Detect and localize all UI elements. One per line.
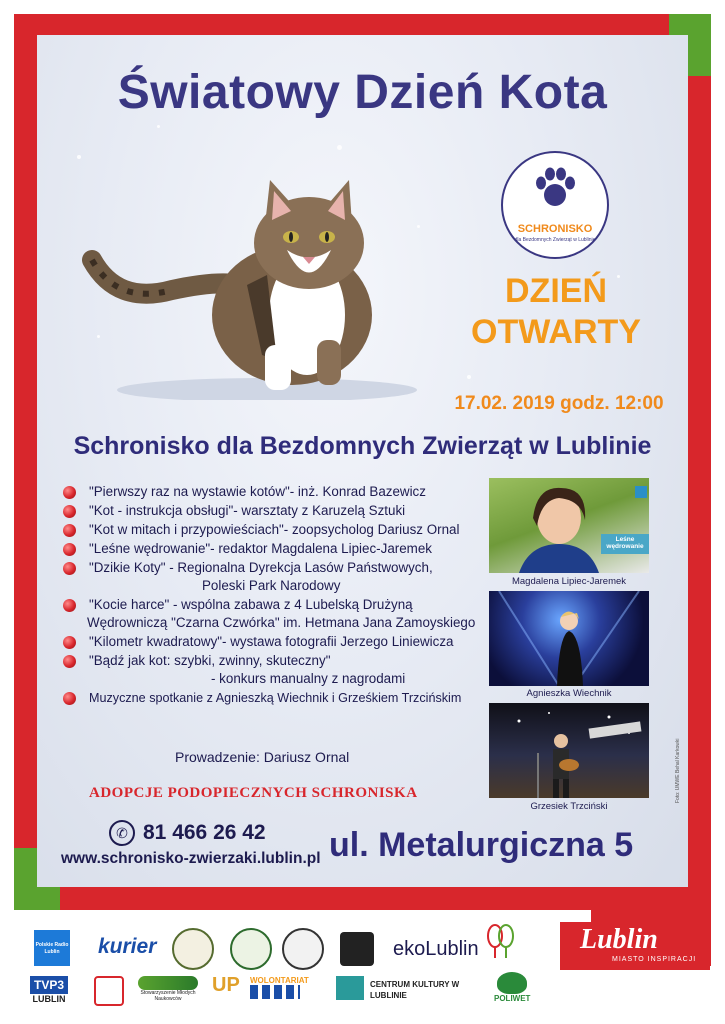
phone-number: 81 466 26 42 xyxy=(143,821,266,844)
wolontariat-logo: WOLONTARIAT xyxy=(250,976,309,999)
list-item: "Kot w mitach i przypowieściach"- zoopsycholog Dariusz Ornal xyxy=(59,521,489,539)
bullet-icon xyxy=(63,599,76,612)
photo-caption: Magdalena Lipiec-Jaremek xyxy=(511,576,627,587)
polskie-radio-logo: Polskie Radio Lublin xyxy=(34,930,70,966)
community-logo-icon xyxy=(94,976,124,1006)
photo-agnieszka xyxy=(489,591,649,686)
list-item: Muzyczne spotkanie z Agnieszką Wiechnik i Grześkiem Trzcińskim xyxy=(59,689,489,707)
ck-icon xyxy=(336,976,364,1000)
cat-image xyxy=(77,165,417,400)
host: Prowadzenie: Dariusz Ornal xyxy=(175,749,350,765)
forest-district-seal-icon xyxy=(230,928,272,970)
website: www.schronisko-zwierzaki.lublin.pl xyxy=(61,850,321,867)
poliwet-logo: POLIWET xyxy=(494,972,530,1003)
adoption-text: ADOPCJE PODOPIECZNYCH SCHRONISKA xyxy=(89,785,418,801)
shelter-logo xyxy=(501,151,609,259)
bullet-icon xyxy=(63,562,76,575)
logo-name: SCHRONISKO xyxy=(517,223,593,235)
photo-caption: Agnieszka Wiechnik xyxy=(526,688,612,699)
photo-grzesiek xyxy=(489,703,649,798)
forest-seal-icon xyxy=(172,928,214,970)
park-seal-icon xyxy=(282,928,324,970)
bullet-icon xyxy=(63,655,76,668)
kurier-logo: kurier xyxy=(98,935,157,958)
tree-icon xyxy=(486,924,514,958)
photo-banner: Leśne wędrowanie xyxy=(606,536,644,550)
list-item: "Kocie harce" - wspólna zabawa z 4 Lubelską Drużyną Wędrowniczą "Czarna Czwórka" im. Hetmana Jana Zamoyskiego xyxy=(59,596,489,632)
bullet-icon xyxy=(63,486,76,499)
centrum-kultury-logo: CENTRUM KULTURY W LUBLINIE xyxy=(370,980,460,1000)
address: ul. Metalurgiczna 5 xyxy=(329,826,634,864)
open-day-line1: DZIEŃ xyxy=(505,272,607,310)
event-date: 17.02. 2019 godz. 12:00 xyxy=(454,393,664,414)
open-day-line2: OTWARTY xyxy=(471,313,641,351)
bullet-icon xyxy=(63,692,76,705)
tvp3-logo: TVP3 LUBLIN xyxy=(30,976,68,1004)
bullet-icon xyxy=(63,543,76,556)
ekolublin-logo: ekoLublin xyxy=(393,938,479,960)
bullet-icon xyxy=(63,524,76,537)
list-item: "Dzikie Koty" - Regionalna Dyrekcja Lasów Państwowych, Poleski Park Narodowy xyxy=(59,559,489,595)
logo-subtitle: dla Bezdomnych Zwierząt w Lublinie xyxy=(514,237,596,243)
stowarzyszenie-logo: Stowarzyszenie Młodych Naukowców xyxy=(138,976,198,1002)
photo-caption: Grzesiek Trzciński xyxy=(530,801,608,812)
list-item: "Leśne wędrowanie"- redaktor Magdalena Lipiec-Jaremek xyxy=(59,540,489,558)
lublin-logo: Lublin MIASTO INSPIRACJI xyxy=(560,922,710,970)
poster xyxy=(37,35,688,887)
bird-seal-icon xyxy=(340,932,374,966)
phone-icon: ✆ xyxy=(109,820,135,846)
poster-title: Światowy Dzień Kota xyxy=(117,66,608,119)
paw-icon xyxy=(533,167,577,211)
list-item: "Kot - instrukcja obsługi"- warsztaty z Karuzelą Sztuki xyxy=(59,502,489,520)
list-item: "Pierwszy raz na wystawie kotów"- inż. Konrad Bazewicz xyxy=(59,483,489,501)
bullet-icon xyxy=(63,636,76,649)
list-item: "Bądź jak kot: szybki, zwinny, skuteczny" - konkurs manualny z nagrodami xyxy=(59,652,489,688)
open-day-heading xyxy=(441,271,671,353)
bullet-icon xyxy=(63,505,76,518)
shelter-name: Schronisko dla Bezdomnych Zwierząt w Lublinie xyxy=(73,432,652,460)
list-item: "Kilometr kwadratowy"- wystawa fotografii Jerzego Liniewicza xyxy=(59,633,489,651)
photo-magdalena xyxy=(489,478,649,573)
up-logo: UP xyxy=(212,974,240,996)
photo-credit: Foto: UMWE Behal Karkowki xyxy=(675,738,681,803)
events-list xyxy=(59,483,489,708)
